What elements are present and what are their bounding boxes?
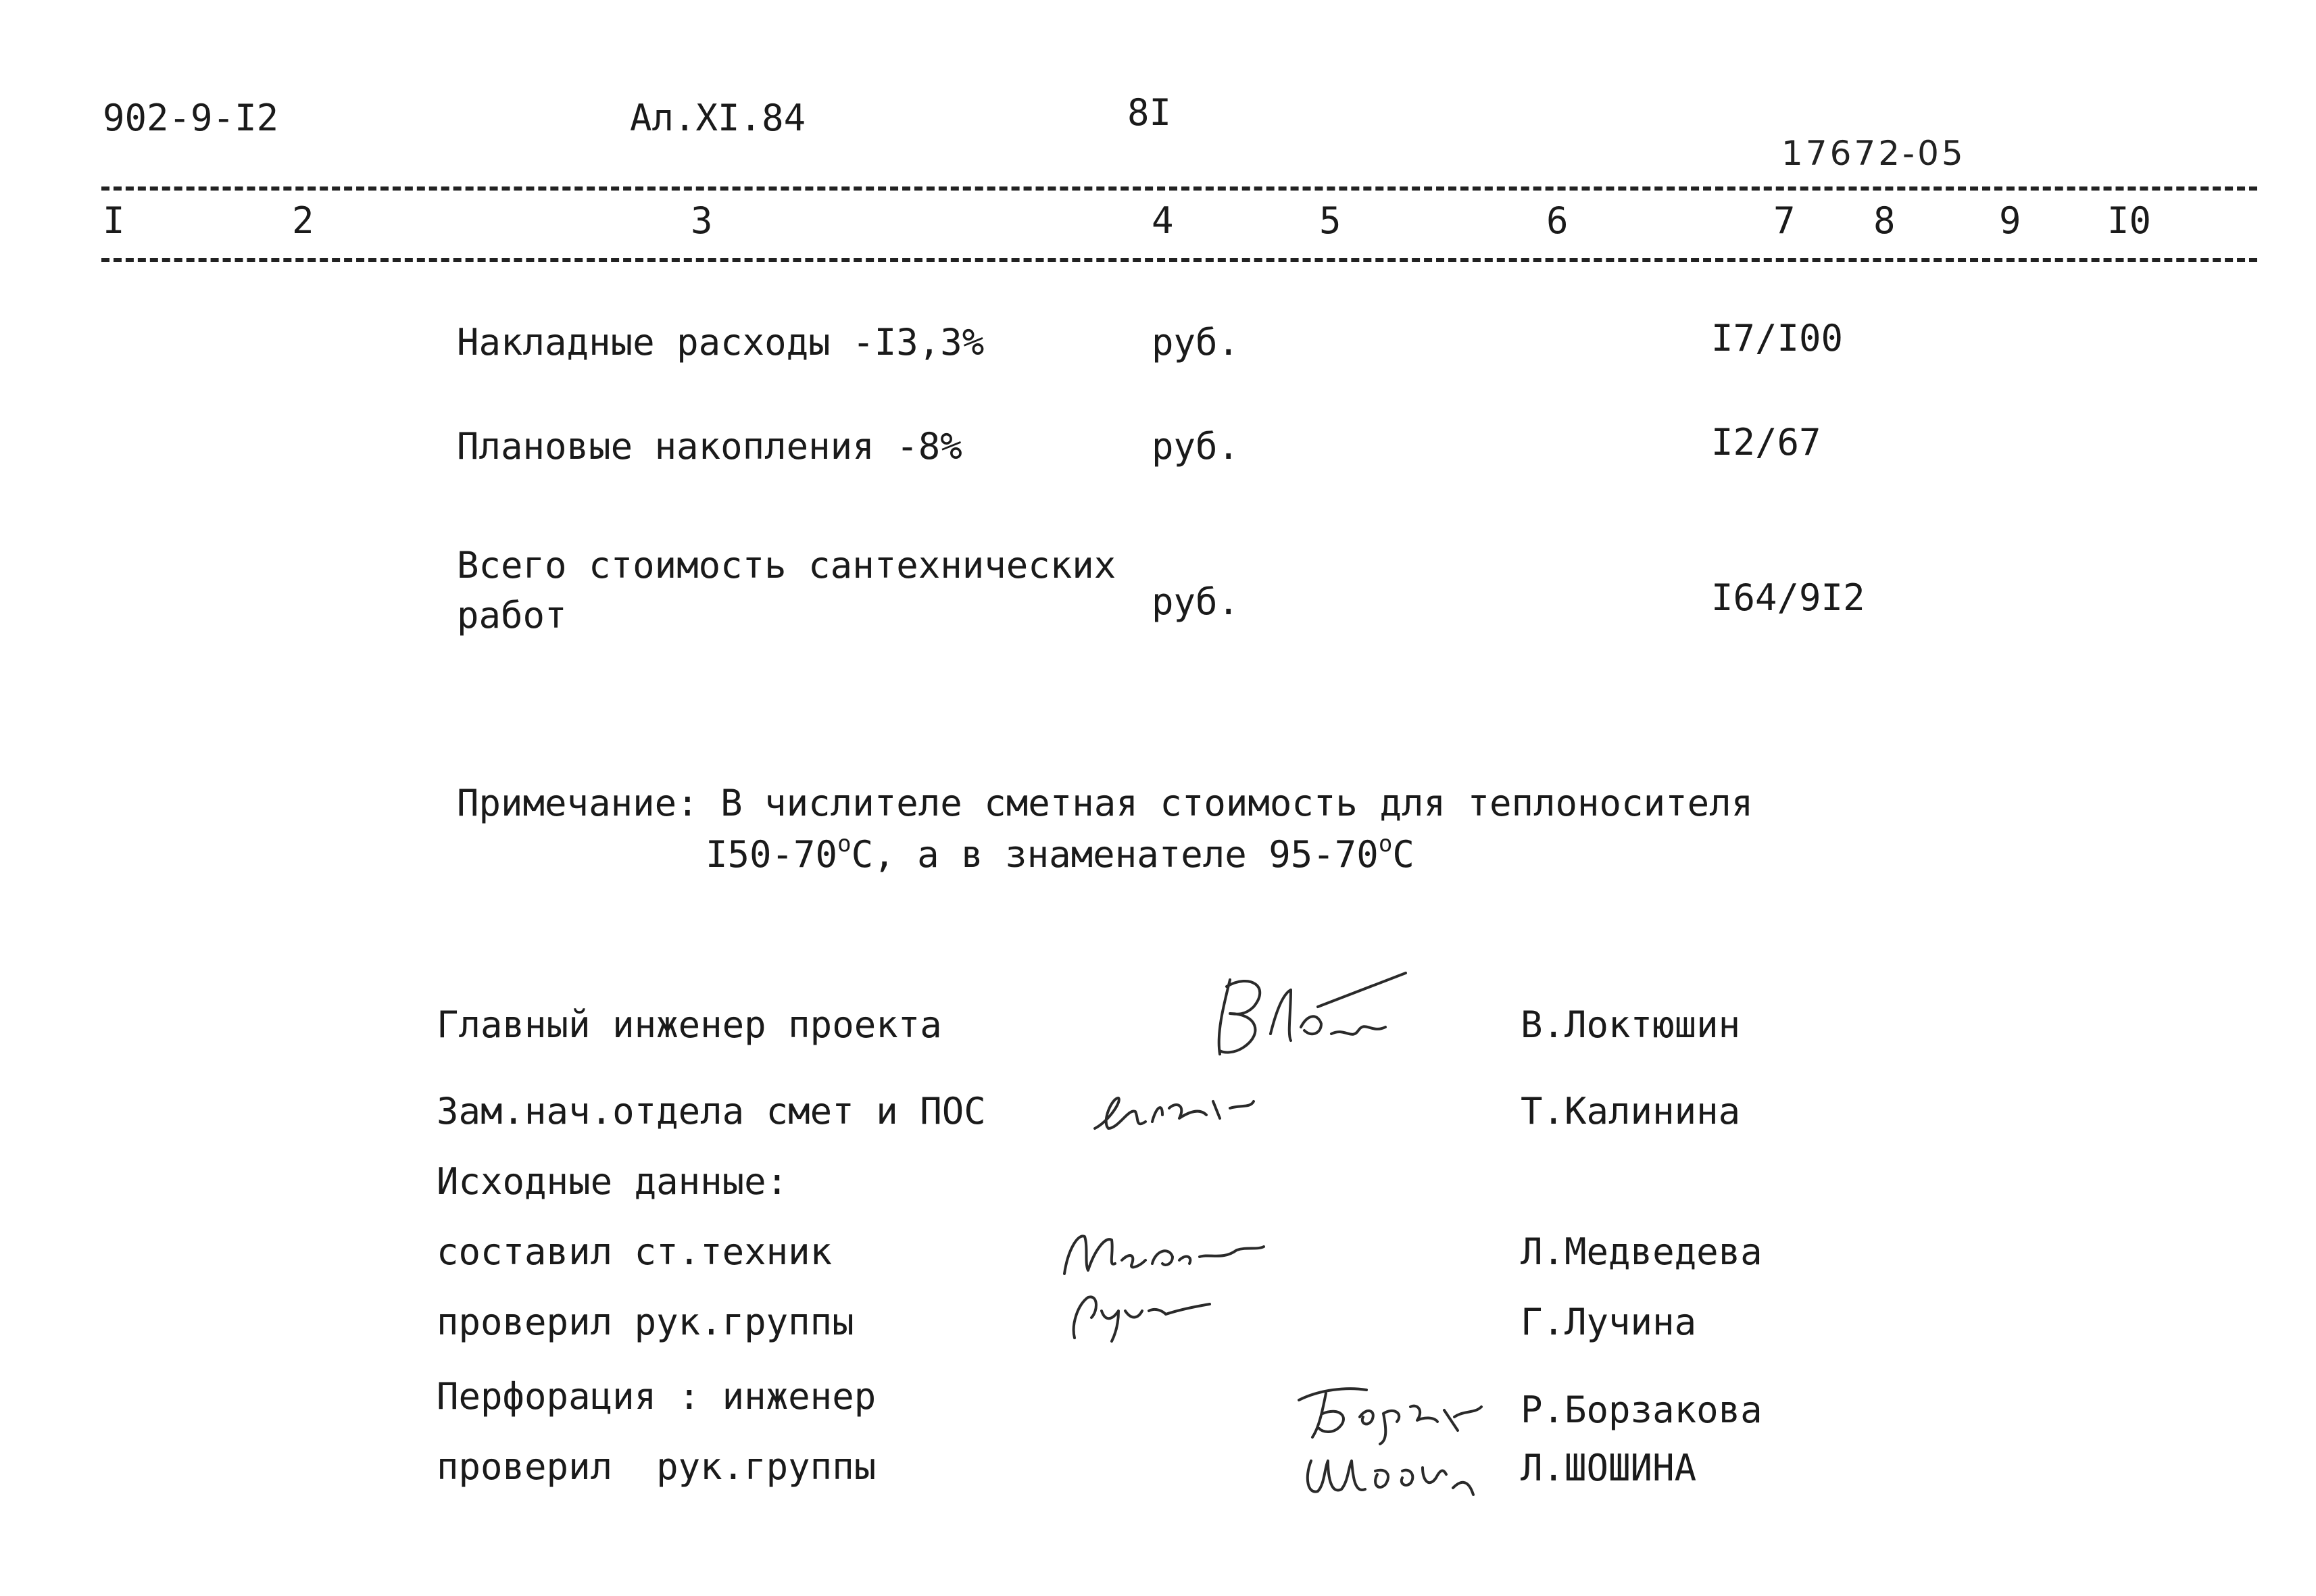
row-unit: руб. [1152, 580, 1240, 623]
signature-name: Т.Калинина [1521, 1090, 1741, 1132]
row-name: работ [457, 594, 567, 637]
signature-loktyushin [1189, 966, 1412, 1068]
column-number: 2 [292, 199, 314, 242]
page-number: 8I [1127, 91, 1172, 134]
row-value: I64/9I2 [1711, 576, 1865, 619]
signature-kalinina [1088, 1081, 1311, 1142]
column-number: 9 [1999, 199, 2021, 242]
signature-role: Зам.нач.отдела смет и ПОС [437, 1090, 986, 1132]
document-code: 902-9-I2 [103, 97, 279, 139]
row-name: Плановые накопления -8% [457, 425, 962, 468]
signature-role: Главный инженер проекта [437, 1003, 942, 1046]
column-number: I [103, 199, 125, 242]
signature-role: Перфорация : инженер [437, 1375, 877, 1418]
row-unit: руб. [1152, 425, 1240, 468]
signature-luchina [1061, 1284, 1243, 1345]
signature-name: Г.Лучина [1521, 1301, 1697, 1343]
album-number: Ал.XI.84 [630, 97, 806, 139]
signature-role: проверил рук.группы [437, 1445, 877, 1488]
degree-sign: о [837, 830, 852, 857]
row-name: Всего стоимость сантехнических [457, 544, 1116, 587]
signature-role: проверил рук.группы [437, 1301, 854, 1343]
column-number: 8 [1873, 199, 1896, 242]
row-value: I2/67 [1711, 421, 1821, 464]
signature-shoshina [1291, 1441, 1487, 1505]
signature-name: В.Локтюшин [1521, 1003, 1741, 1046]
inventory-number: 17672-05 [1781, 134, 1966, 173]
row-unit: руб. [1152, 321, 1240, 364]
column-number: 6 [1546, 199, 1569, 242]
signature-role: составил ст.техник [437, 1230, 833, 1273]
signature-role: Исходные данные: [437, 1160, 789, 1203]
signature-name: Л.ШОШИНА [1521, 1447, 1697, 1489]
column-number: 3 [691, 199, 713, 242]
note-line: Примечание: В числителе сметная стоимость для теплоносителя [457, 782, 1754, 824]
column-number: 4 [1152, 199, 1174, 242]
row-value: I7/I00 [1711, 317, 1844, 359]
signature-name: Л.Медведева [1521, 1230, 1763, 1273]
signature-medvedeva [1054, 1223, 1271, 1284]
column-number: 5 [1319, 199, 1341, 242]
note-line: $I50-70^оС$, а в знаменателе $95-70^оС$ [706, 830, 1414, 876]
column-number: I0 [2107, 199, 2152, 242]
degree-sign: о [1378, 830, 1393, 857]
column-number: 7 [1773, 199, 1796, 242]
header-rule-top [101, 186, 2257, 191]
header-rule-bottom [101, 258, 2257, 262]
signature-name: Р.Борзакова [1521, 1389, 1763, 1431]
row-name: Накладные расходы -I3,3% [457, 321, 985, 364]
signature-borzakova [1292, 1380, 1488, 1444]
